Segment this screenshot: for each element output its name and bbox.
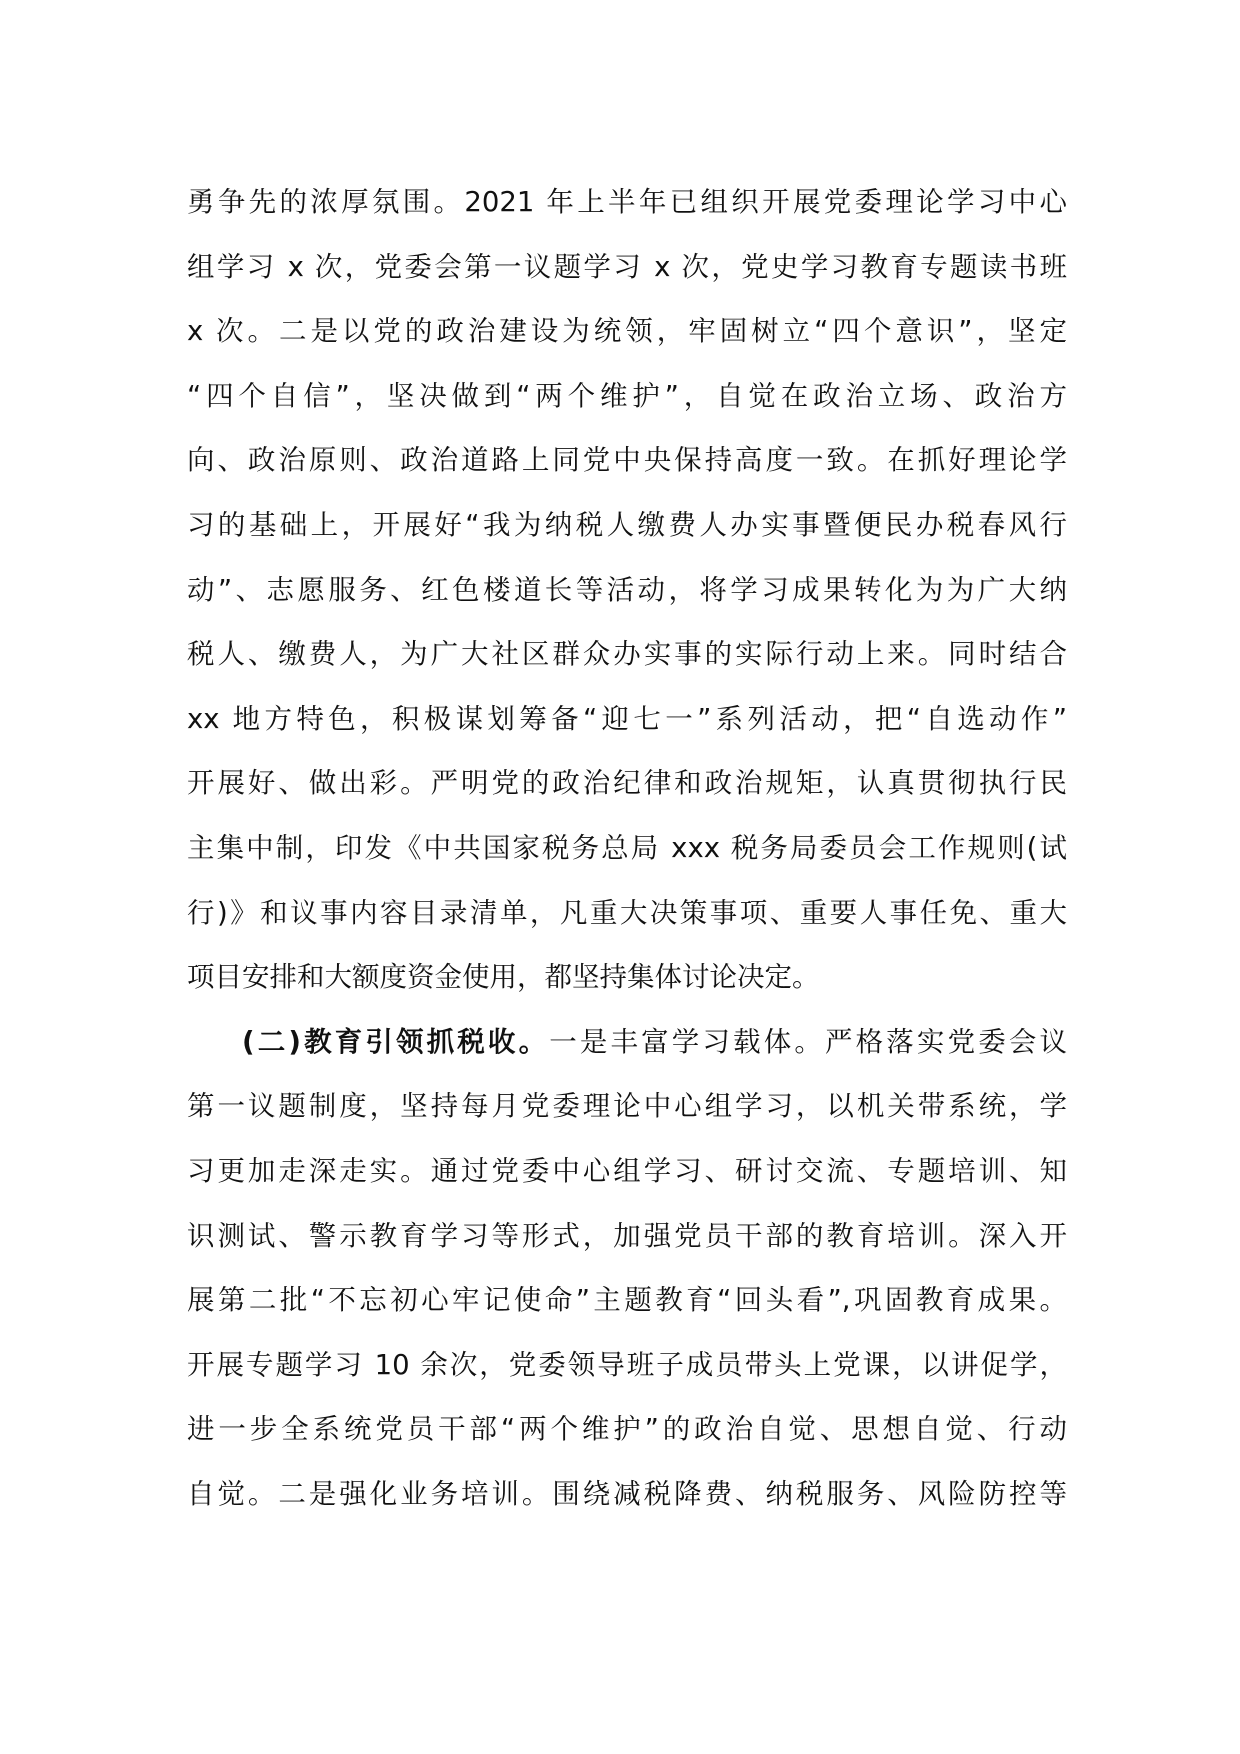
text-line: 自觉。二是强化业务培训。围绕减税降费、纳税服务、风险防控等 (187, 1477, 1067, 1510)
text-line: 识测试、警示教育学习等形式，加强党员干部的教育培训。深入开 (187, 1219, 1067, 1252)
text-line: x 次。二是以党的政治建设为统领，牢固树立“四个意识”，坚定 (187, 315, 1067, 348)
paragraph-1 (187, 170, 1067, 1010)
text-line: 第一议题制度，坚持每月党委理论中心组学习，以机关带系统，学 (187, 1090, 1067, 1123)
text-line: 向、政治原则、政治道路上同党中央保持高度一致。在抓好理论学 (187, 444, 1067, 477)
text-line: 项目安排和大额度资金使用，都坚持集体讨论决定。 (187, 961, 820, 994)
text-line: 主集中制，印发《中共国家税务总局 xxx 税务局委员会工作规则(试 (187, 831, 1067, 864)
text-line: 进一步全系统党员干部“两个维护”的政治自觉、思想自觉、行动 (187, 1413, 1067, 1446)
text-line: 展第二批“不忘初心牢记使命”主题教育“回头看”,巩固教育成果。 (187, 1284, 1067, 1317)
heading-line-text: 一是丰富学习载体。严格落实党委会议 (549, 1025, 1067, 1058)
paragraph-2 (187, 1010, 1067, 1527)
text-line: “四个自信”，坚决做到“两个维护”，自觉在政治立场、政治方 (187, 379, 1067, 412)
text-line: 开展专题学习 10 余次，党委领导班子成员带头上党课，以讲促学， (187, 1348, 1067, 1381)
text-line: 行)》和议事内容目录清单，凡重大决策事项、重要人事任免、重大 (187, 896, 1067, 929)
text-line (187, 1010, 1067, 1075)
text-line: 组学习 x 次，党委会第一议题学习 x 次，党史学习教育专题读书班 (187, 250, 1067, 283)
text-line: 动”、志愿服务、红色楼道长等活动，将学习成果转化为为广大纳 (187, 573, 1067, 606)
text-line: 税人、缴费人，为广大社区群众办实事的实际行动上来。同时结合 (187, 638, 1067, 671)
text-line: 习更加走深走实。通过党委中心组学习、研讨交流、专题培训、知 (187, 1154, 1067, 1187)
text-line: 勇争先的浓厚氛围。2021 年上半年已组织开展党委理论学习中心 (187, 186, 1067, 218)
text-line: 习的基础上，开展好“我为纳税人缴费人办实事暨便民办税春风行 (187, 508, 1067, 541)
text-line: 开展好、做出彩。严明党的政治纪律和政治规矩，认真贯彻执行民 (187, 767, 1067, 800)
section-heading: (二)教育引领抓税收。 (242, 1025, 550, 1058)
document-body (187, 170, 1067, 1526)
text-line: xx 地方特色，积极谋划筹备“迎七一”系列活动，把“自选动作” (187, 702, 1067, 735)
